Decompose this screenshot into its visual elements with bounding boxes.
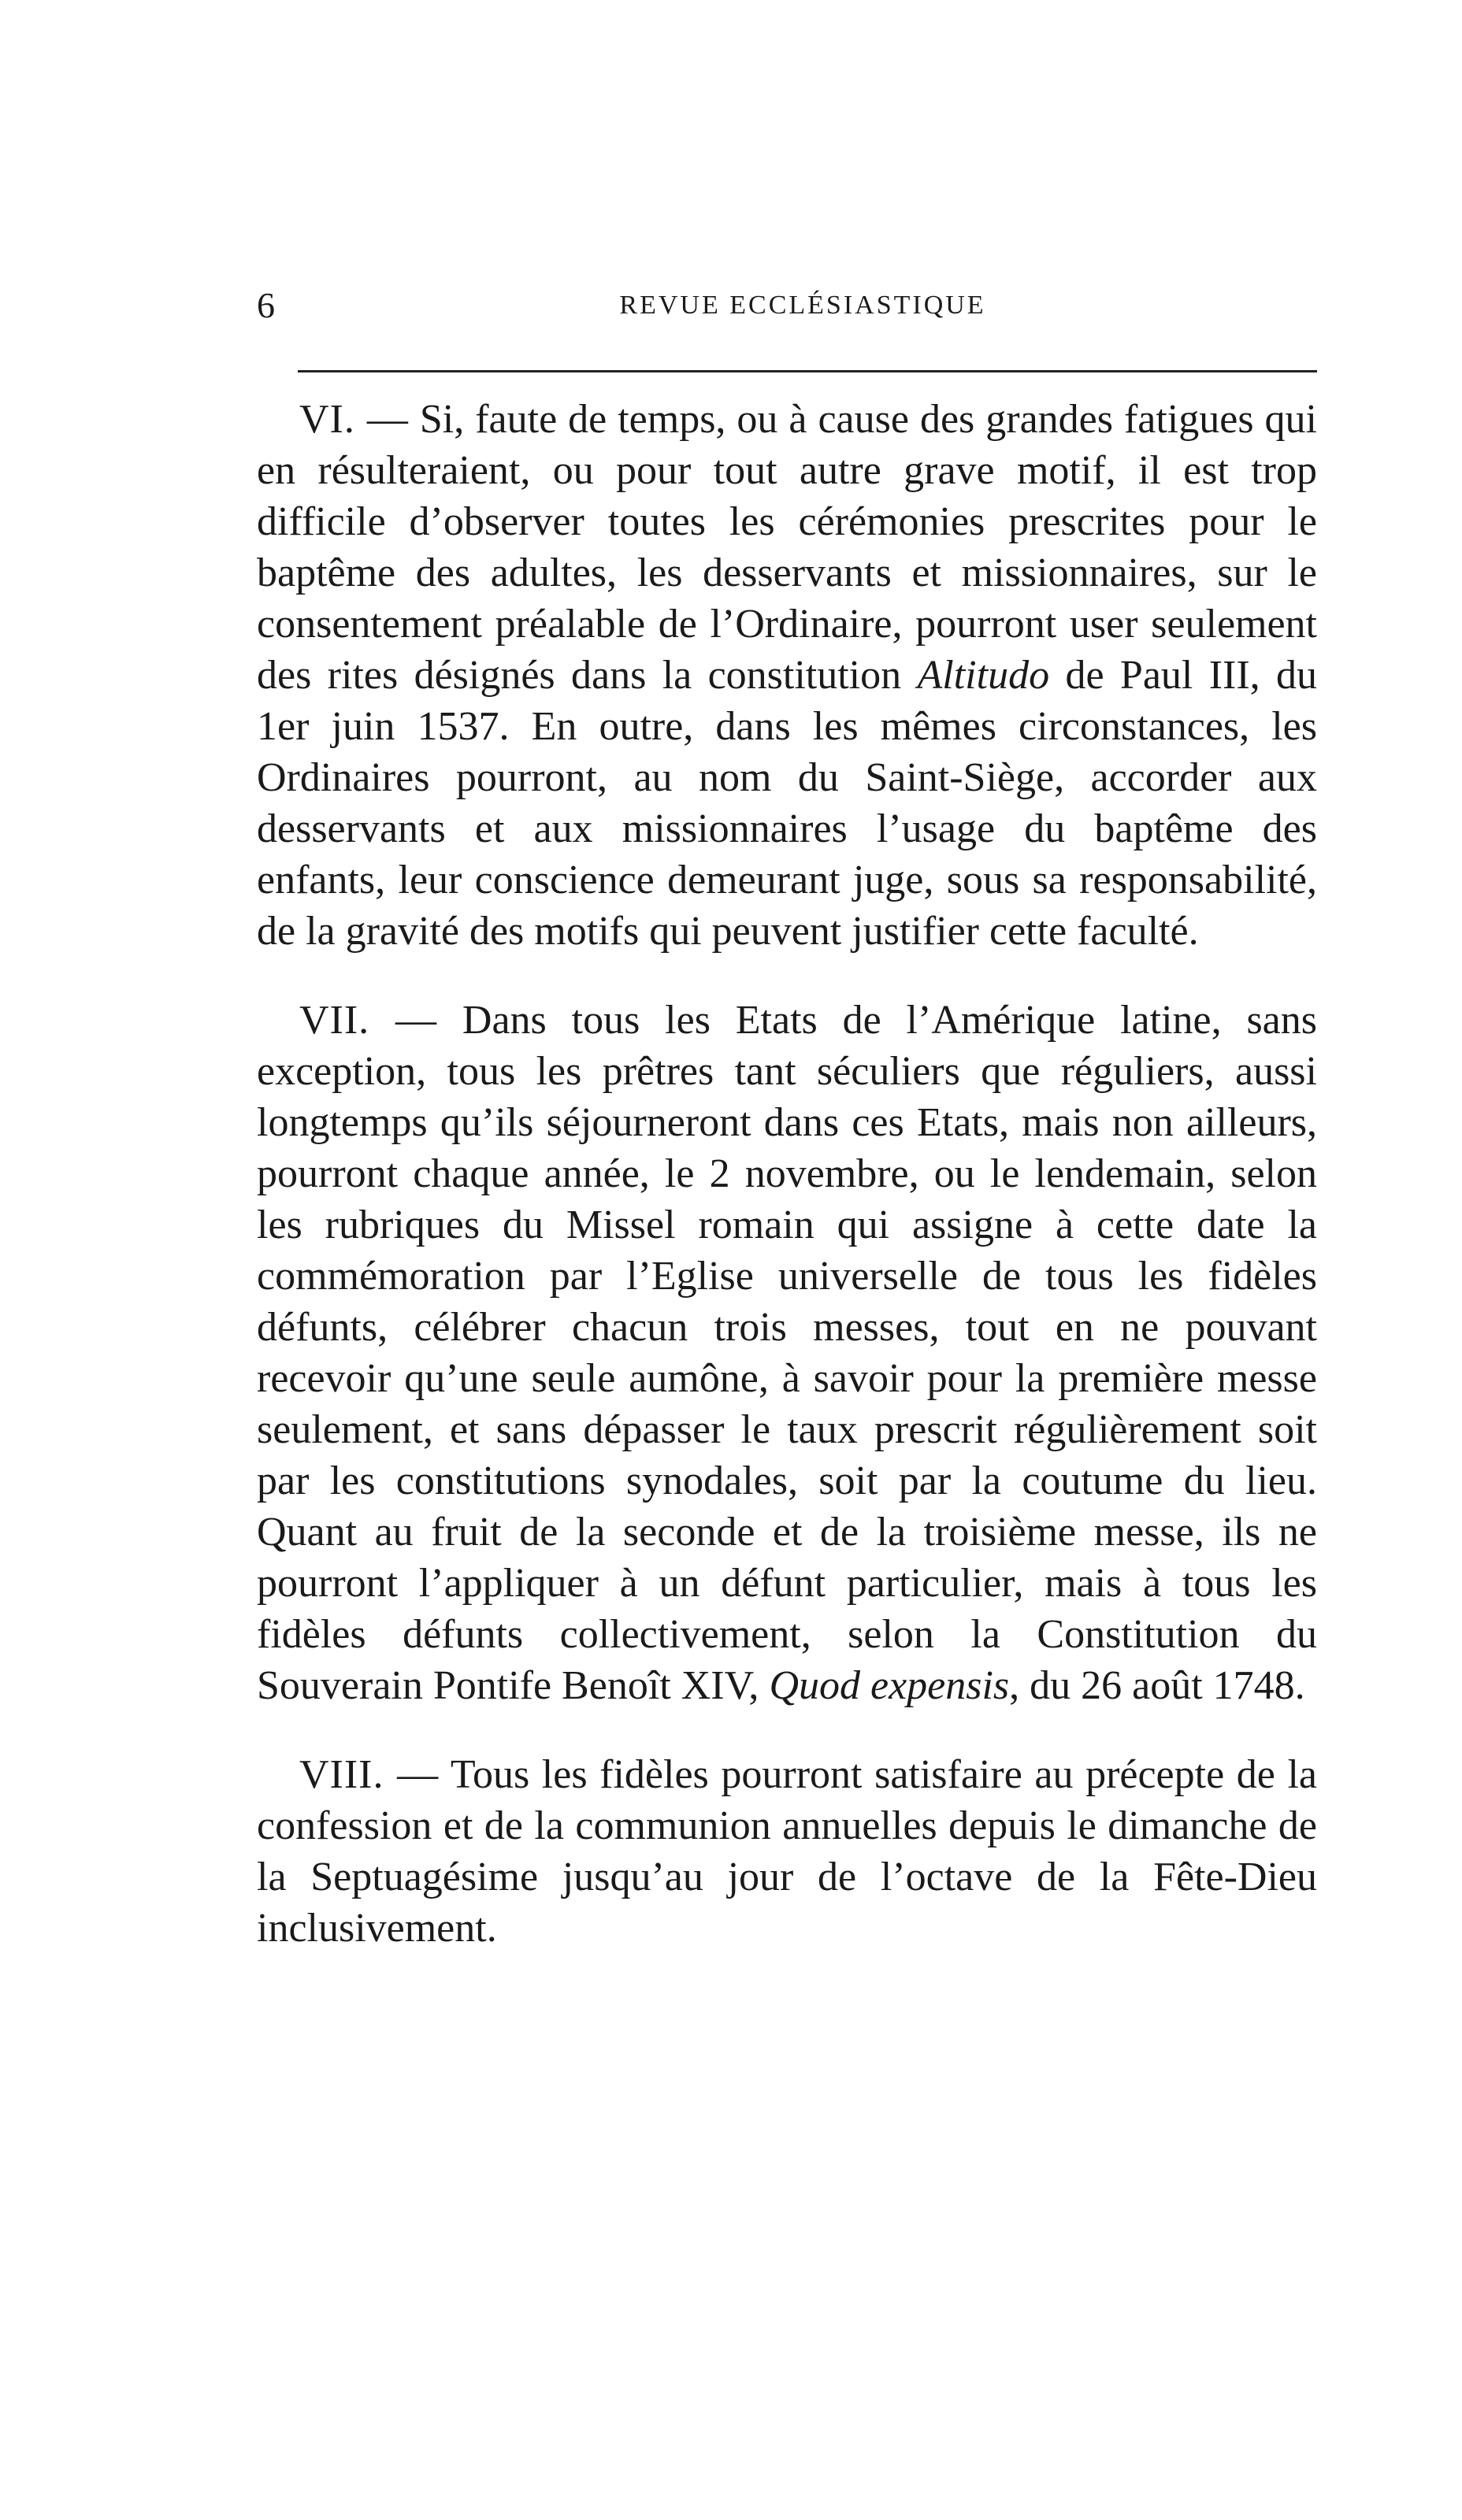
italic-title: Quod expensis bbox=[769, 1663, 1010, 1708]
paragraph-vii bbox=[257, 995, 1317, 1711]
paragraph-text-continued: , du 26 août 1748. bbox=[1009, 1663, 1305, 1708]
italic-title: Altitudo bbox=[917, 653, 1050, 698]
paragraph-number: VIII. — bbox=[299, 1752, 440, 1797]
body-text bbox=[257, 394, 1317, 1992]
running-head: REVUE ECCLÉSIASTIQUE bbox=[619, 291, 986, 320]
paragraph-text: Si, faute de temps, ou à cause des grandes fatigues qui en résulteraient, ou pour tout autre grave motif, il est trop difficile d’observer toutes les cérémonies prescrites pour le baptême des adultes, les desservants et missionnaires, sur le consentement préalable de l’Ordinaire, pourront user seulement des rites désignés dans la constitution bbox=[257, 397, 1318, 698]
paragraph-number: VII. — bbox=[299, 998, 438, 1043]
page-number: 6 bbox=[257, 285, 275, 325]
paragraph-vi bbox=[257, 394, 1317, 957]
page-header bbox=[257, 282, 1317, 329]
paragraph-text-continued: de Paul III, du 1er juin 1537. En outre, dans les mêmes circonstances, les Ordinaires pourront, au nom du Saint-Siège, accorder aux desservants et aux missionnaires l’usage du baptême des enfants, leur conscience demeurant juge, sous sa responsabilité, de la gravité des motifs qui peuvent justifier cette faculté. bbox=[257, 653, 1318, 954]
paragraph-text: Tous les fidèles pourront satisfaire au précepte de la confession et de la communion annuelles depuis le dimanche de la Septuagésime jusqu’au jour de l’octave de la Fête-Dieu inclusivement. bbox=[257, 1752, 1318, 1951]
paragraph-viii bbox=[257, 1749, 1317, 1954]
paragraph-text: Dans tous les Etats de l’Amérique latine, sans exception, tous les prêtres tant séculiers que réguliers, aussi longtemps qu’ils séjourneront dans ces Etats, mais non ailleurs, pourront chaque année, le 2 novembre, ou le lendemain, selon les rubriques du Missel romain qui assigne à cette date la commémoration par l’Eglise universelle de tous les fidèles défunts, célébrer chacun trois messes, tout en ne pouvant recevoir qu’une seule aumône, à savoir pour la première messe seulement, et sans dépasser le taux prescrit régulièrement soit par les constitutions synodales, soit par la coutume du lieu. Quant au fruit de la seconde et de la troisième messe, ils ne pourront l’appliquer à un défunt particulier, mais à tous les fidèles défunts collectivement, selon la Constitution du Souverain Pontife Benoît XIV, bbox=[257, 998, 1317, 1708]
header-rule bbox=[298, 370, 1317, 372]
paragraph-number: VI. — bbox=[299, 397, 409, 442]
